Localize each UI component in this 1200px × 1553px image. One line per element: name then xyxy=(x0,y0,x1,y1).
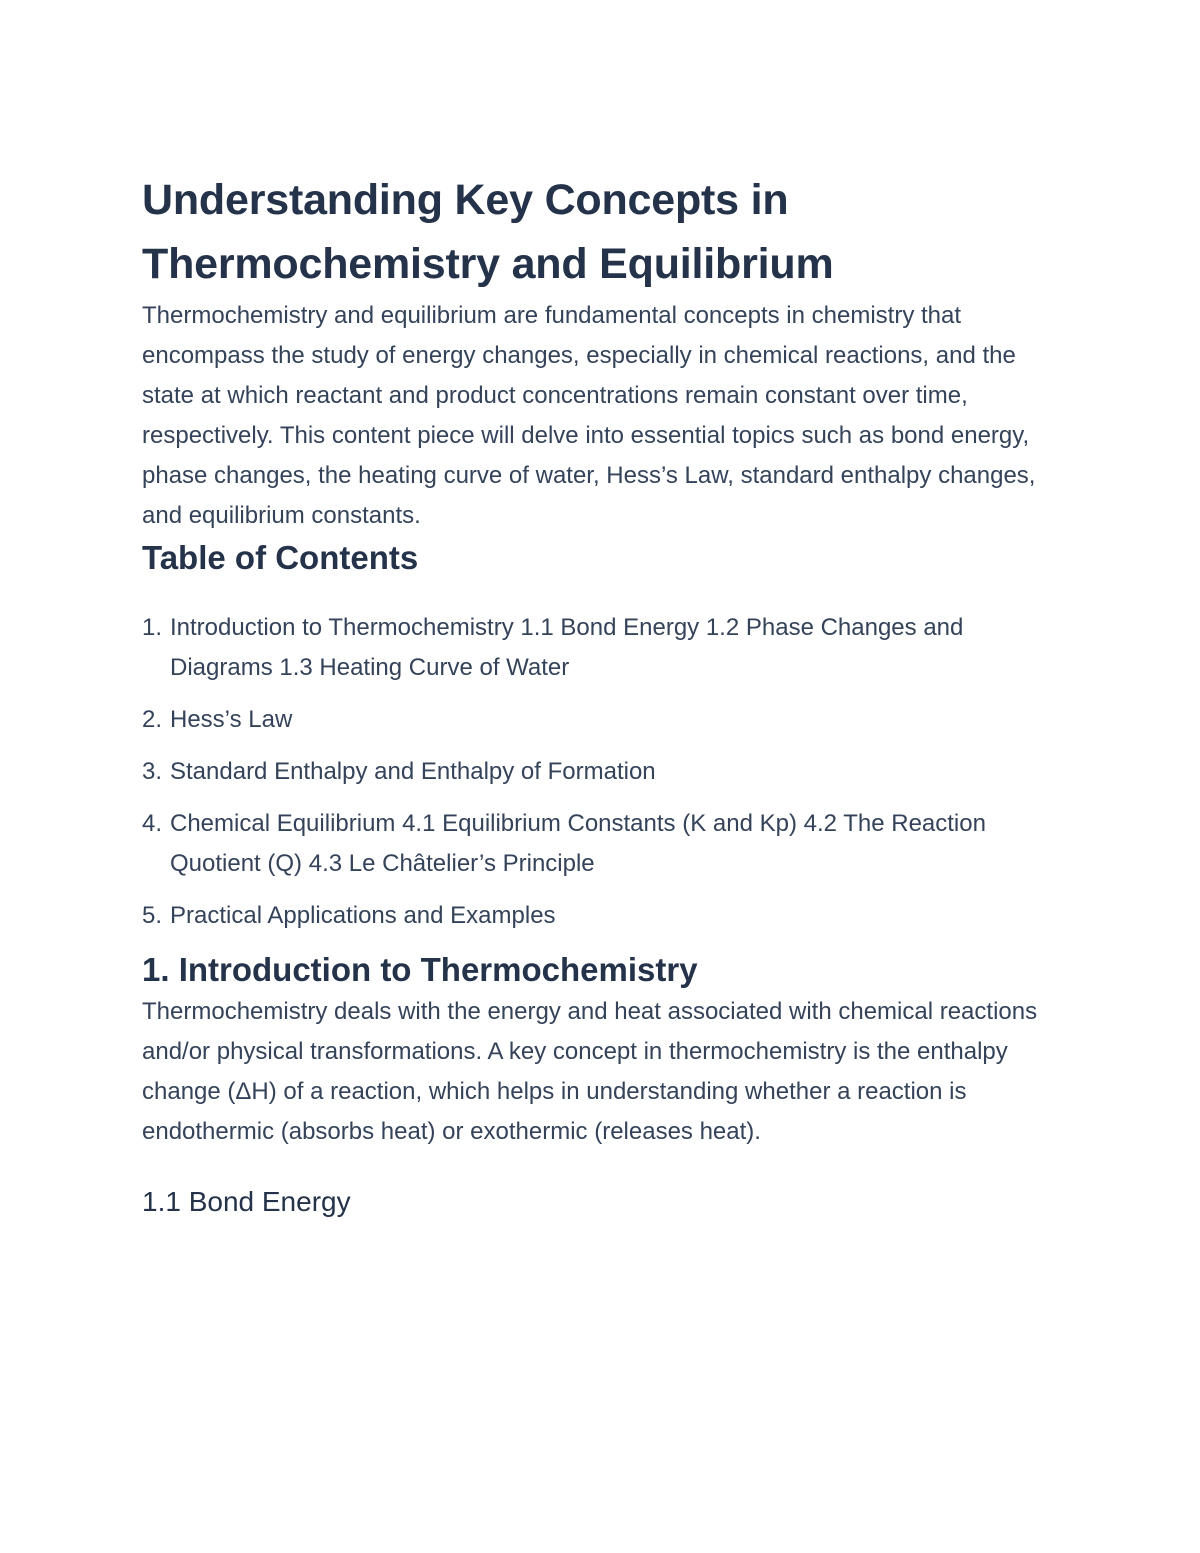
subsection-heading: 1.1 Bond Energy xyxy=(142,1186,351,1217)
toc-item-text: Hess’s Law xyxy=(170,706,293,733)
toc-item xyxy=(142,608,1062,688)
intro-paragraph: Thermochemistry and equilibrium are fundamental concepts in chemistry that encompass the study of energy changes, especially in chemical reactions, and the state at which reactant and product concentrations remain constant over time, respectively. This content piece will delve into essential topics such as bond energy, phase changes, the heating curve of water, Hess’s Law, standard enthalpy changes, and equilibrium constants. xyxy=(142,302,1036,529)
toc-item-number: 1. xyxy=(142,614,163,641)
toc-item-text: Chemical Equilibrium 4.1 Equilibrium Constants (K and Kp) 4.2 The Reaction Quotient (Q) 4.3 Le Châtelier’s Principle xyxy=(170,810,986,877)
document-title: Understanding Key Concepts in Thermochemistry and Equilibrium xyxy=(142,176,834,288)
toc-item-number: 5. xyxy=(142,902,163,929)
toc-heading: Table of Contents xyxy=(142,539,419,576)
section-heading: 1. Introduction to Thermochemistry xyxy=(142,951,698,988)
toc-item xyxy=(142,752,1062,792)
toc-item-text: Standard Enthalpy and Enthalpy of Formation xyxy=(170,758,656,785)
toc-item xyxy=(142,896,1062,936)
document-page xyxy=(142,168,1062,1222)
toc-item-number: 4. xyxy=(142,810,163,837)
table-of-contents xyxy=(142,608,1062,936)
toc-item xyxy=(142,804,1062,884)
toc-item-number: 2. xyxy=(142,706,163,733)
toc-item xyxy=(142,700,1062,740)
toc-item-text: Introduction to Thermochemistry 1.1 Bond Energy 1.2 Phase Changes and Diagrams 1.3 Heating Curve of Water xyxy=(170,614,964,681)
toc-item-text: Practical Applications and Examples xyxy=(170,902,556,929)
toc-item-number: 3. xyxy=(142,758,163,785)
section-paragraph: Thermochemistry deals with the energy and heat associated with chemical reactions and/or physical transformations. A key concept in thermochemistry is the enthalpy change (ΔH) of a reaction, which helps in understanding whether a reaction is endothermic (absorbs heat) or exothermic (releases heat). xyxy=(142,998,1038,1145)
